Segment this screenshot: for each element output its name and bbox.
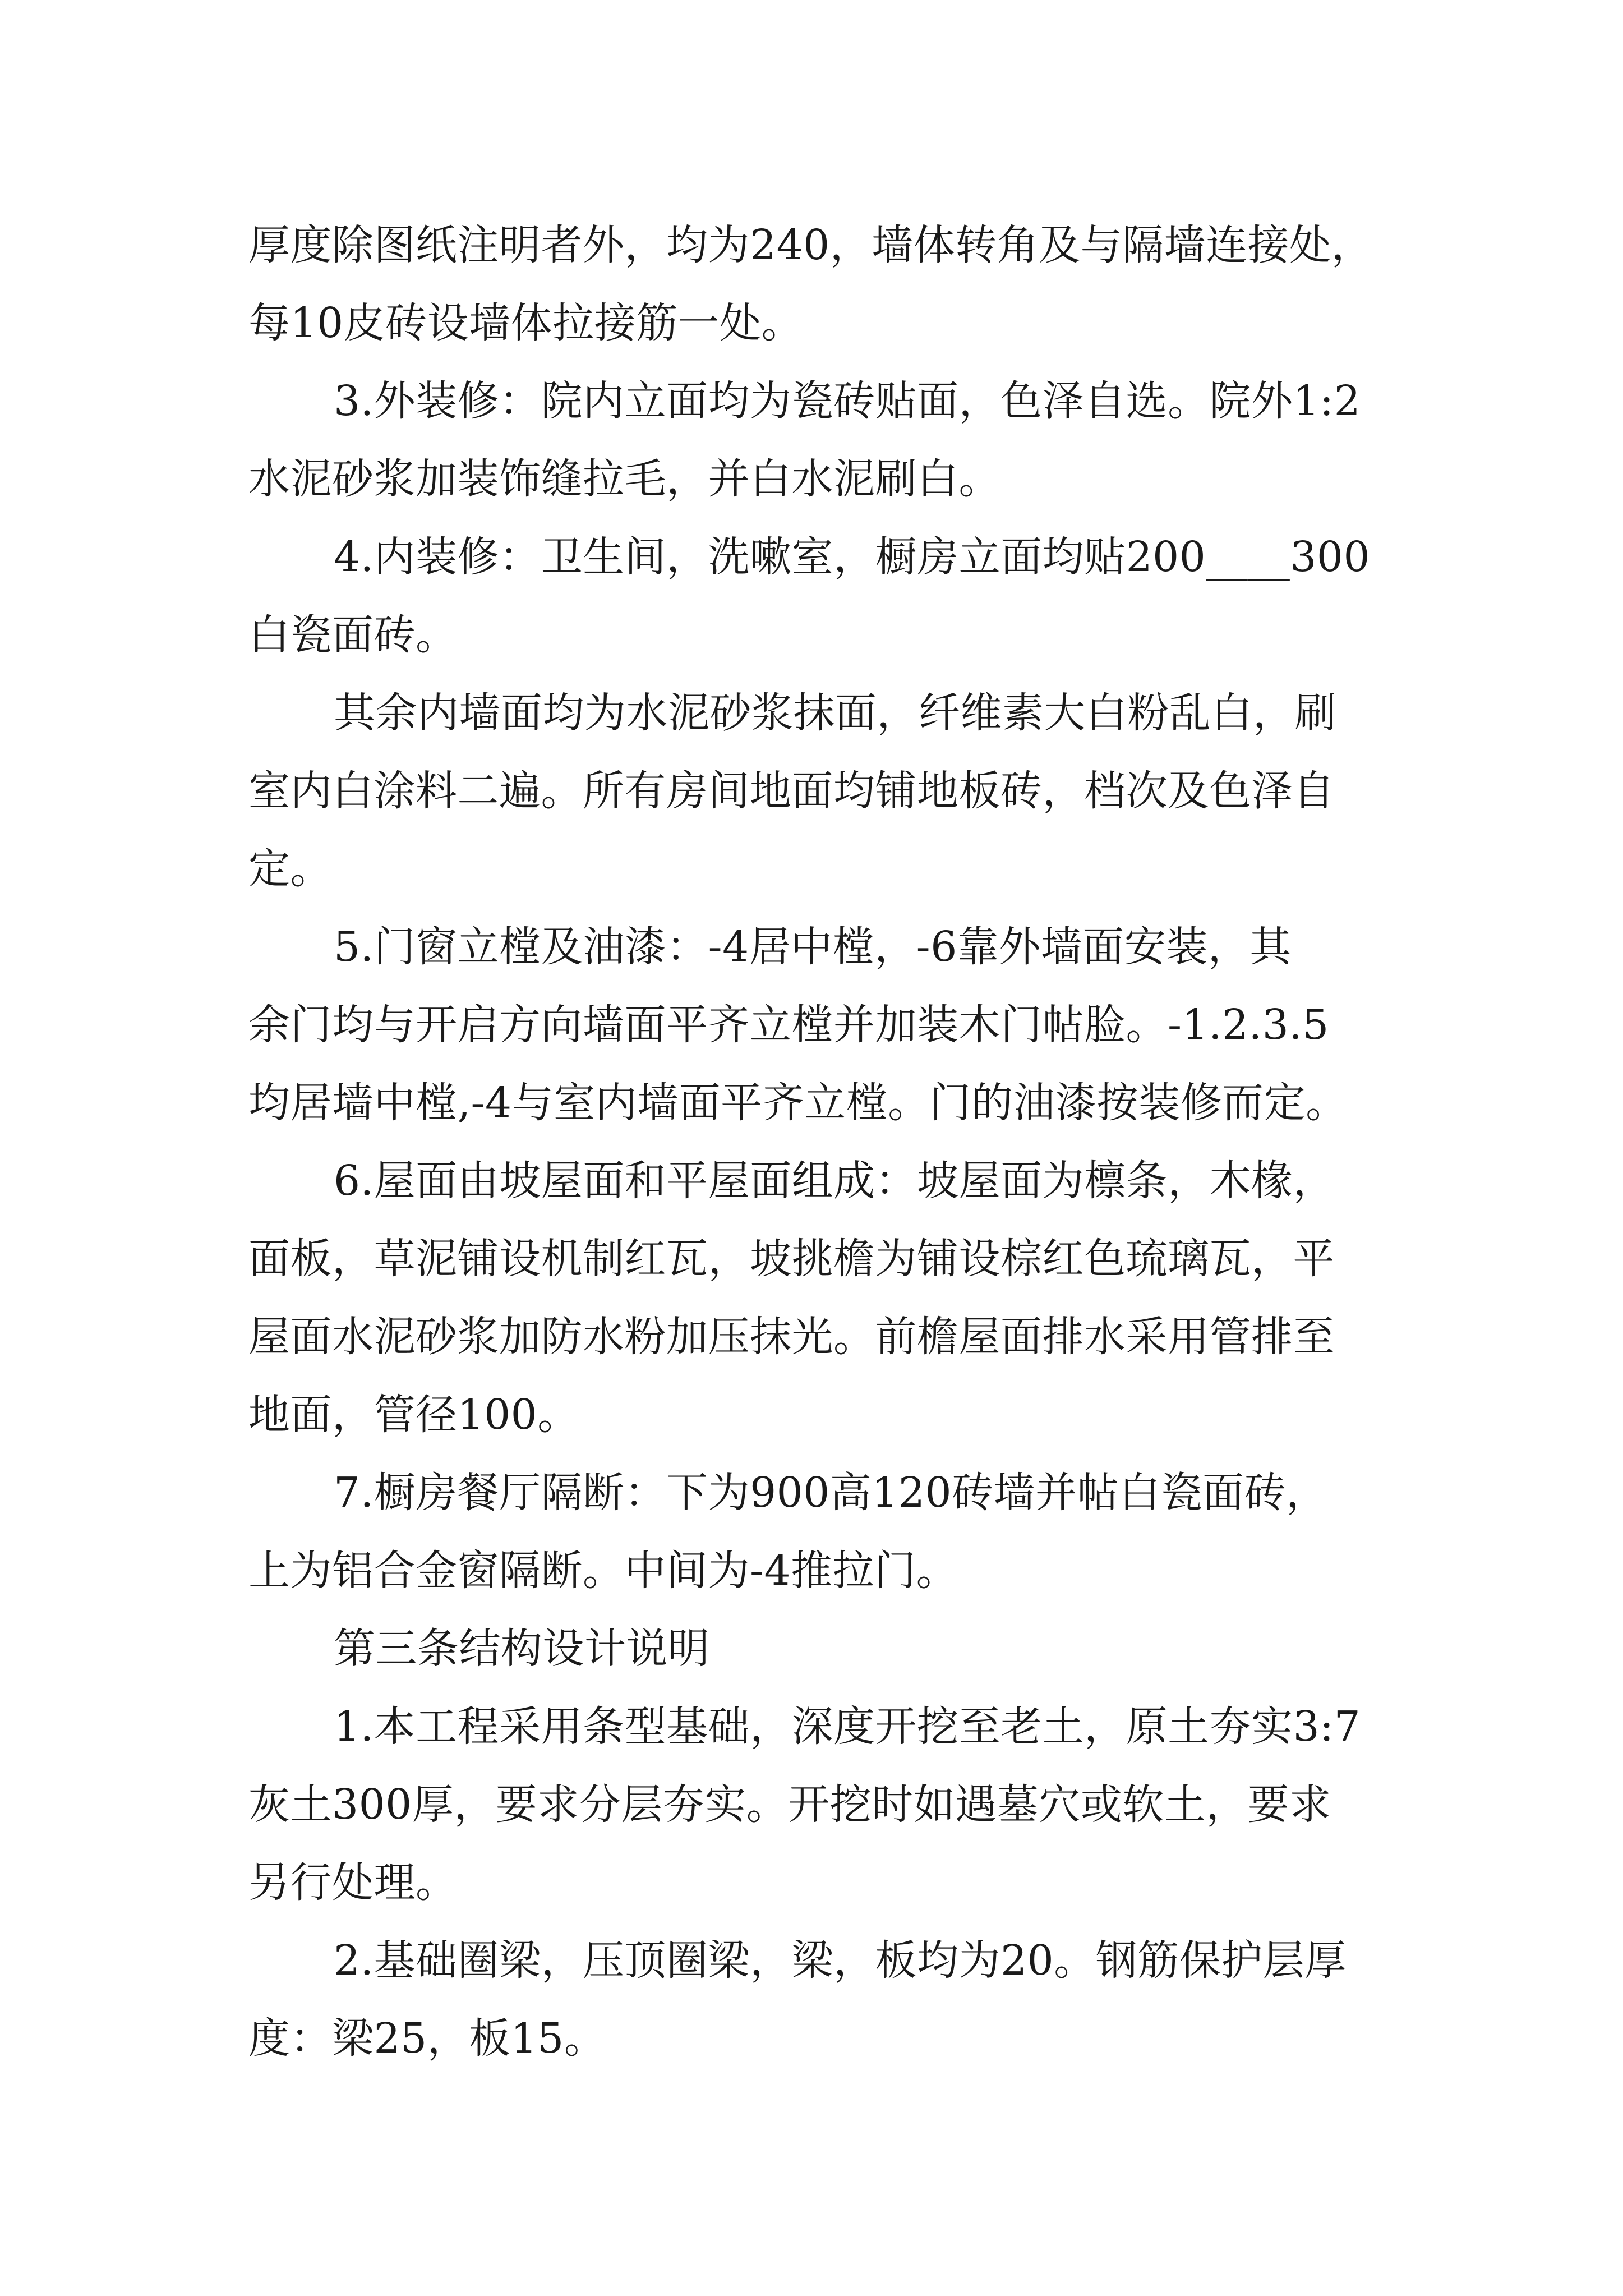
text-line: 另行处理。 xyxy=(248,1858,458,1907)
text-line: 7.橱房餐厅隔断：下为900高120砖墙并帖白瓷面砖， xyxy=(334,1469,1328,1517)
text-line: 灰土300厚，要求分层夯实。开挖时如遇墓穴或软土，要求 xyxy=(248,1780,1331,1829)
text-line: 白瓷面砖。 xyxy=(248,611,458,659)
paragraph-interior-finish xyxy=(248,518,1426,674)
text-line: 6.屋面由坡屋面和平屋面组成：坡屋面为檩条，木椽， xyxy=(334,1157,1335,1205)
text-line: 定。 xyxy=(248,845,332,893)
text-line: 1.本工程采用条型基础，深度开挖至老土，原土夯实3:7 xyxy=(334,1703,1361,1751)
text-line: 地面，管径100。 xyxy=(248,1391,579,1439)
text-line: 2.基础圈梁，压顶圈梁，梁，板均为20。钢筋保护层厚 xyxy=(334,1936,1347,1985)
paragraph-doors-windows xyxy=(248,908,1426,1142)
paragraph-interior-walls xyxy=(248,674,1426,908)
paragraph-kitchen-partition xyxy=(248,1454,1426,1610)
paragraph-exterior-finish xyxy=(248,362,1426,518)
text-line: 屋面水泥砂浆加防水粉加压抹光。前檐屋面排水采用管排至 xyxy=(248,1313,1335,1361)
paragraph-foundation xyxy=(248,1688,1426,1922)
text-line: 厚度除图纸注明者外，均为240，墙体转角及与隔墙连接处， xyxy=(248,221,1373,269)
paragraph-beams xyxy=(248,1922,1426,2078)
paragraph-wall-thickness xyxy=(248,206,1426,362)
section-heading-structural xyxy=(248,1610,1426,1688)
text-line: 余门均与开启方向墙面平齐立樘并加装木门帖脸。-1.2.3.5 xyxy=(248,1001,1329,1049)
text-line: 水泥砂浆加装饰缝拉毛，并白水泥刷白。 xyxy=(248,455,1000,503)
text-line: 面板，草泥铺设机制红瓦，坡挑檐为铺设棕红色琉璃瓦，平 xyxy=(248,1235,1335,1283)
heading-line: 第三条结构设计说明 xyxy=(334,1625,710,1673)
text-line: 均居墙中樘,-4与室内墙面平齐立樘。门的油漆按装修而定。 xyxy=(248,1079,1348,1127)
text-line: 每10皮砖设墙体拉接筋一处。 xyxy=(248,299,804,347)
paragraph-roof xyxy=(248,1142,1426,1454)
text-line: 室内白涂料二遍。所有房间地面均铺地板砖，档次及色泽自 xyxy=(248,767,1335,815)
text-line: 上为铝合金窗隔断。中间为-4推拉门。 xyxy=(248,1547,958,1595)
text-line: 其余内墙面均为水泥砂浆抹面，纤维素大白粉乱白，刷 xyxy=(334,689,1336,737)
text-line: 3.外装修：院内立面均为瓷砖贴面，色泽自选。院外1:2 xyxy=(334,377,1361,425)
text-line: 5.门窗立樘及油漆：-4居中樘，-6靠外墙面安装，其 xyxy=(334,923,1292,971)
text-line: 度：梁25，板15。 xyxy=(248,2014,606,2063)
document-body xyxy=(248,206,1426,2078)
text-line: 4.内装修：卫生间，洗嗽室，橱房立面均贴200____300 xyxy=(334,533,1371,581)
